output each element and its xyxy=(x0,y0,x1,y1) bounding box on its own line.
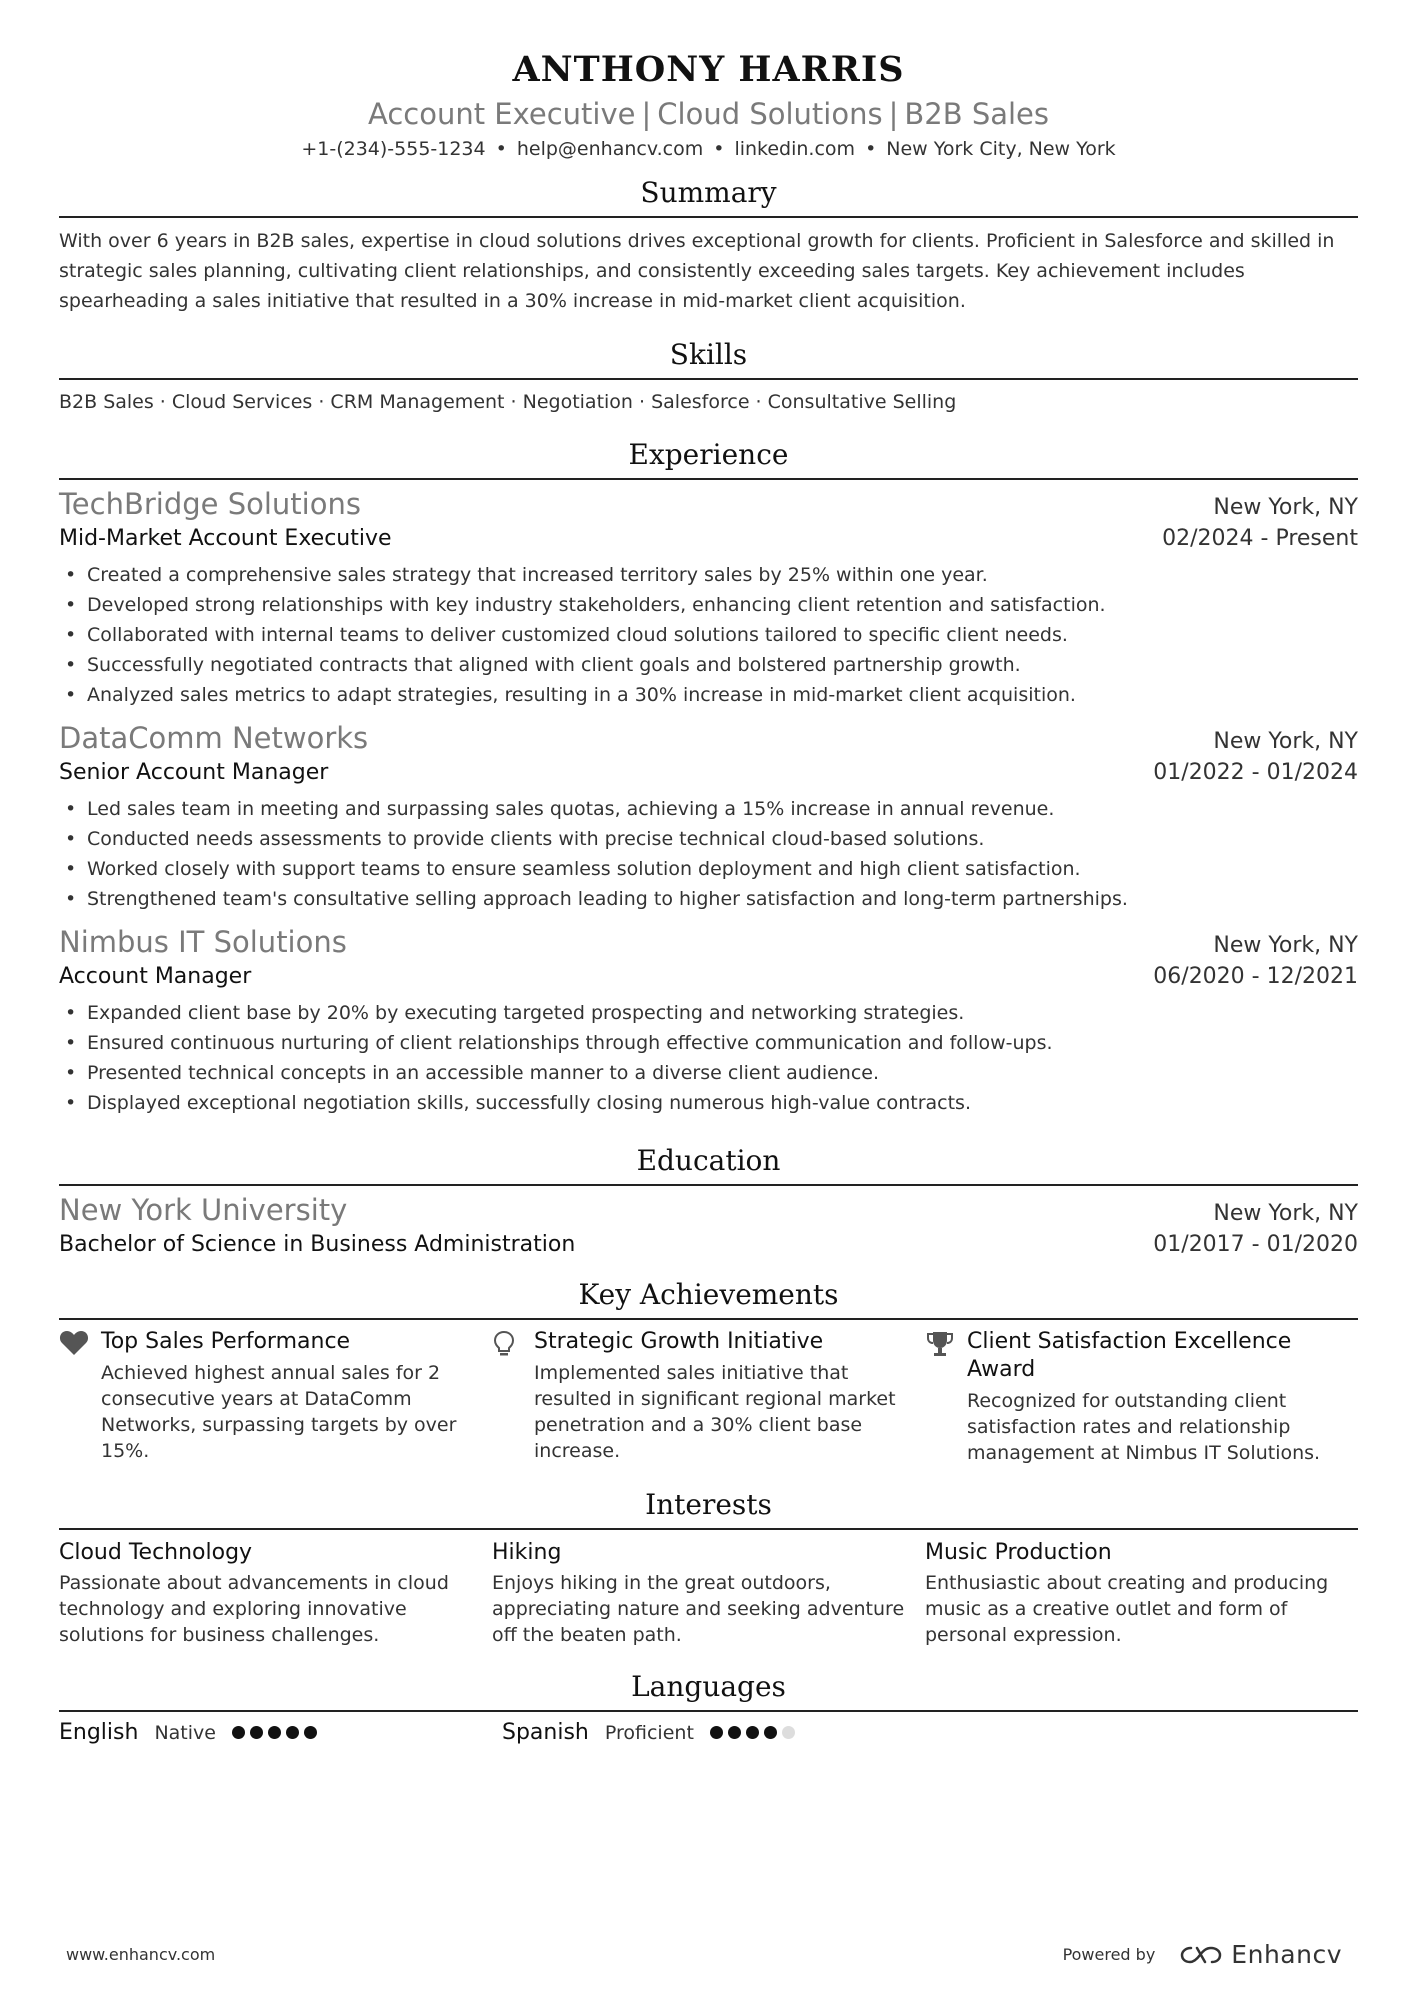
rating-dot-filled xyxy=(304,1726,317,1739)
contact-separator: • xyxy=(713,138,725,160)
job-location: New York, NY xyxy=(1213,933,1358,958)
achievement-desc: Implemented sales initiative that resulted in significant regional market penetration and a 30% client base increase. xyxy=(534,1362,896,1462)
bullet-item: • Collaborated with internal teams to deliver customized cloud solutions tailored to specific client needs. xyxy=(59,620,1358,650)
contact-line xyxy=(59,136,1358,162)
interest-item xyxy=(59,1536,492,1648)
company-name: DataComm Networks xyxy=(59,721,369,755)
brand-name: Enhancv xyxy=(1231,1940,1342,1969)
rating-dot-empty xyxy=(782,1726,795,1739)
section-title: Skills xyxy=(59,338,1358,380)
lightbulb-icon xyxy=(492,1328,534,1466)
job-title: Senior Account Manager xyxy=(59,760,329,785)
school-location: New York, NY xyxy=(1213,1201,1358,1226)
bullet-item: • Presented technical concepts in an accessible manner to a diverse client audience. xyxy=(59,1058,1358,1088)
education-entry xyxy=(59,1192,1358,1262)
interest-desc: Passionate about advancements in cloud technology and exploring innovative solutions for business challenges. xyxy=(59,1572,449,1646)
company-name: TechBridge Solutions xyxy=(59,487,361,521)
achievement-desc: Achieved highest annual sales for 2 consecutive years at DataComm Networks, surpassing targets by over 15%. xyxy=(101,1362,457,1462)
trophy-icon xyxy=(925,1328,967,1466)
bullet-item: • Expanded client base by 20% by executing targeted prospecting and networking strategies. xyxy=(59,998,1358,1028)
interest-title: Cloud Technology xyxy=(59,1540,253,1565)
language-name: English xyxy=(59,1720,139,1745)
headline-separator: | xyxy=(888,97,899,131)
rating-dot-filled xyxy=(764,1726,777,1739)
section-title: Education xyxy=(59,1144,1358,1186)
job-dates: 06/2020 - 12/2021 xyxy=(1153,964,1358,989)
bullet-item: • Strengthened team's consultative selling approach leading to higher satisfaction and long-term partnerships. xyxy=(59,884,1358,914)
interest-desc: Enjoys hiking in the great outdoors, appreciating nature and seeking adventure off the beaten path. xyxy=(492,1572,905,1646)
experience-entry xyxy=(59,720,1358,914)
section-title: Key Achievements xyxy=(59,1278,1358,1320)
job-location: New York, NY xyxy=(1213,495,1358,520)
rating-dot-filled xyxy=(268,1726,281,1739)
interest-item xyxy=(492,1536,925,1648)
achievement-title: Top Sales Performance xyxy=(101,1329,351,1354)
achievements-section xyxy=(59,1278,1358,1466)
achievement-item xyxy=(492,1328,925,1466)
rating-dot-filled xyxy=(286,1726,299,1739)
bullet-item: • Displayed exceptional negotiation skills, successfully closing numerous high-value contracts. xyxy=(59,1088,1358,1118)
rating-dot-filled xyxy=(746,1726,759,1739)
powered-by-label: Powered by xyxy=(1062,1945,1156,1964)
job-bullets xyxy=(59,794,1358,914)
experience-section xyxy=(59,438,1358,1118)
education-section xyxy=(59,1144,1358,1262)
job-location: New York, NY xyxy=(1213,729,1358,754)
interest-title: Music Production xyxy=(925,1540,1112,1565)
interest-item xyxy=(925,1536,1358,1648)
resume-header xyxy=(59,0,1358,162)
job-bullets xyxy=(59,998,1358,1118)
footer-branding xyxy=(1063,1940,1342,1969)
headline-part: B2B Sales xyxy=(904,97,1050,131)
rating-dot-filled xyxy=(232,1726,245,1739)
bullet-item: • Analyzed sales metrics to adapt strategies, resulting in a 30% increase in mid-market client acquisition. xyxy=(59,680,1358,710)
language-item xyxy=(502,1720,945,1745)
job-dates: 02/2024 - Present xyxy=(1162,526,1358,551)
heart-icon xyxy=(59,1328,101,1466)
skills-section xyxy=(59,338,1358,416)
rating-dot-filled xyxy=(250,1726,263,1739)
contact-separator: • xyxy=(865,138,877,160)
headline-separator: | xyxy=(641,97,652,131)
phone[interactable]: +1-(234)-555-1234 xyxy=(301,138,486,160)
contact-separator: • xyxy=(495,138,507,160)
job-title: Account Manager xyxy=(59,964,252,989)
bullet-item: • Successfully negotiated contracts that aligned with client goals and bolstered partnership growth. xyxy=(59,650,1358,680)
rating-dot-filled xyxy=(728,1726,741,1739)
language-item xyxy=(59,1720,502,1745)
candidate-name: ANTHONY HARRIS xyxy=(512,49,905,90)
headline-part: Cloud Solutions xyxy=(657,97,883,131)
section-title: Experience xyxy=(59,438,1358,480)
achievement-desc: Recognized for outstanding client satisfaction rates and relationship management at Nimbus IT Solutions. xyxy=(967,1390,1321,1464)
degree: Bachelor of Science in Business Administration xyxy=(59,1232,576,1257)
page-footer xyxy=(66,1940,1342,1969)
interests-grid xyxy=(59,1536,1358,1648)
language-rating xyxy=(232,1726,317,1739)
section-title: Languages xyxy=(59,1670,1358,1712)
bullet-item: • Led sales team in meeting and surpassing sales quotas, achieving a 15% increase in annual revenue. xyxy=(59,794,1358,824)
bullet-item: • Created a comprehensive sales strategy that increased territory sales by 25% within one year. xyxy=(59,560,1358,590)
languages-grid xyxy=(59,1720,1358,1745)
company-name: Nimbus IT Solutions xyxy=(59,925,347,959)
language-level: Native xyxy=(154,1721,216,1744)
job-dates: 01/2022 - 01/2024 xyxy=(1153,760,1358,785)
section-title: Summary xyxy=(59,176,1358,218)
job-title: Mid-Market Account Executive xyxy=(59,526,392,551)
education-dates: 01/2017 - 01/2020 xyxy=(1153,1232,1358,1257)
summary-text: With over 6 years in B2B sales, expertise in cloud solutions drives exceptional growth for clients. Proficient in Salesforce and skilled in strategic sales planning, cultivating client relationships, and consistently exceeding sales targets. Key achievement includes spearheading a sales initiative that resulted in a 30% increase in mid-market client acquisition. xyxy=(59,230,1335,312)
headline-part: Account Executive xyxy=(367,97,636,131)
experience-entry xyxy=(59,924,1358,1118)
summary-section xyxy=(59,176,1358,316)
languages-section xyxy=(59,1670,1358,1745)
skills-list: B2B Sales · Cloud Services · CRM Management · Negotiation · Salesforce · Consultative Selling xyxy=(59,391,957,413)
bullet-item: • Conducted needs assessments to provide clients with precise technical cloud-based solutions. xyxy=(59,824,1358,854)
resume-page xyxy=(59,0,1358,1745)
interest-title: Hiking xyxy=(492,1540,562,1565)
email[interactable]: help@enhancv.com xyxy=(516,138,704,160)
experience-entry xyxy=(59,486,1358,710)
job-bullets xyxy=(59,560,1358,710)
headline xyxy=(59,96,1358,132)
footer-url[interactable]: www.enhancv.com xyxy=(66,1945,216,1964)
bullet-item: • Developed strong relationships with key industry stakeholders, enhancing client retention and satisfaction. xyxy=(59,590,1358,620)
linkedin-link[interactable]: linkedin.com xyxy=(734,138,856,160)
enhancv-logo[interactable] xyxy=(1179,1940,1342,1969)
interests-section xyxy=(59,1488,1358,1648)
bullet-item: • Worked closely with support teams to ensure seamless solution deployment and high client satisfaction. xyxy=(59,854,1358,884)
achievement-title: Client Satisfaction Excellence Award xyxy=(967,1329,1292,1382)
interest-desc: Enthusiastic about creating and producing music as a creative outlet and form of personal expression. xyxy=(925,1572,1329,1646)
achievement-title: Strategic Growth Initiative xyxy=(534,1329,824,1354)
language-level: Proficient xyxy=(604,1721,694,1744)
rating-dot-filled xyxy=(710,1726,723,1739)
achievement-item xyxy=(59,1328,492,1466)
bullet-item: • Ensured continuous nurturing of client relationships through effective communication and follow-ups. xyxy=(59,1028,1358,1058)
location: New York City, New York xyxy=(886,138,1116,160)
language-name: Spanish xyxy=(502,1720,589,1745)
section-title: Interests xyxy=(59,1488,1358,1530)
enhancv-logo-icon xyxy=(1179,1944,1223,1966)
achievements-grid xyxy=(59,1328,1358,1466)
school-name: New York University xyxy=(59,1193,348,1227)
achievement-item xyxy=(925,1328,1358,1466)
language-rating xyxy=(710,1726,795,1739)
